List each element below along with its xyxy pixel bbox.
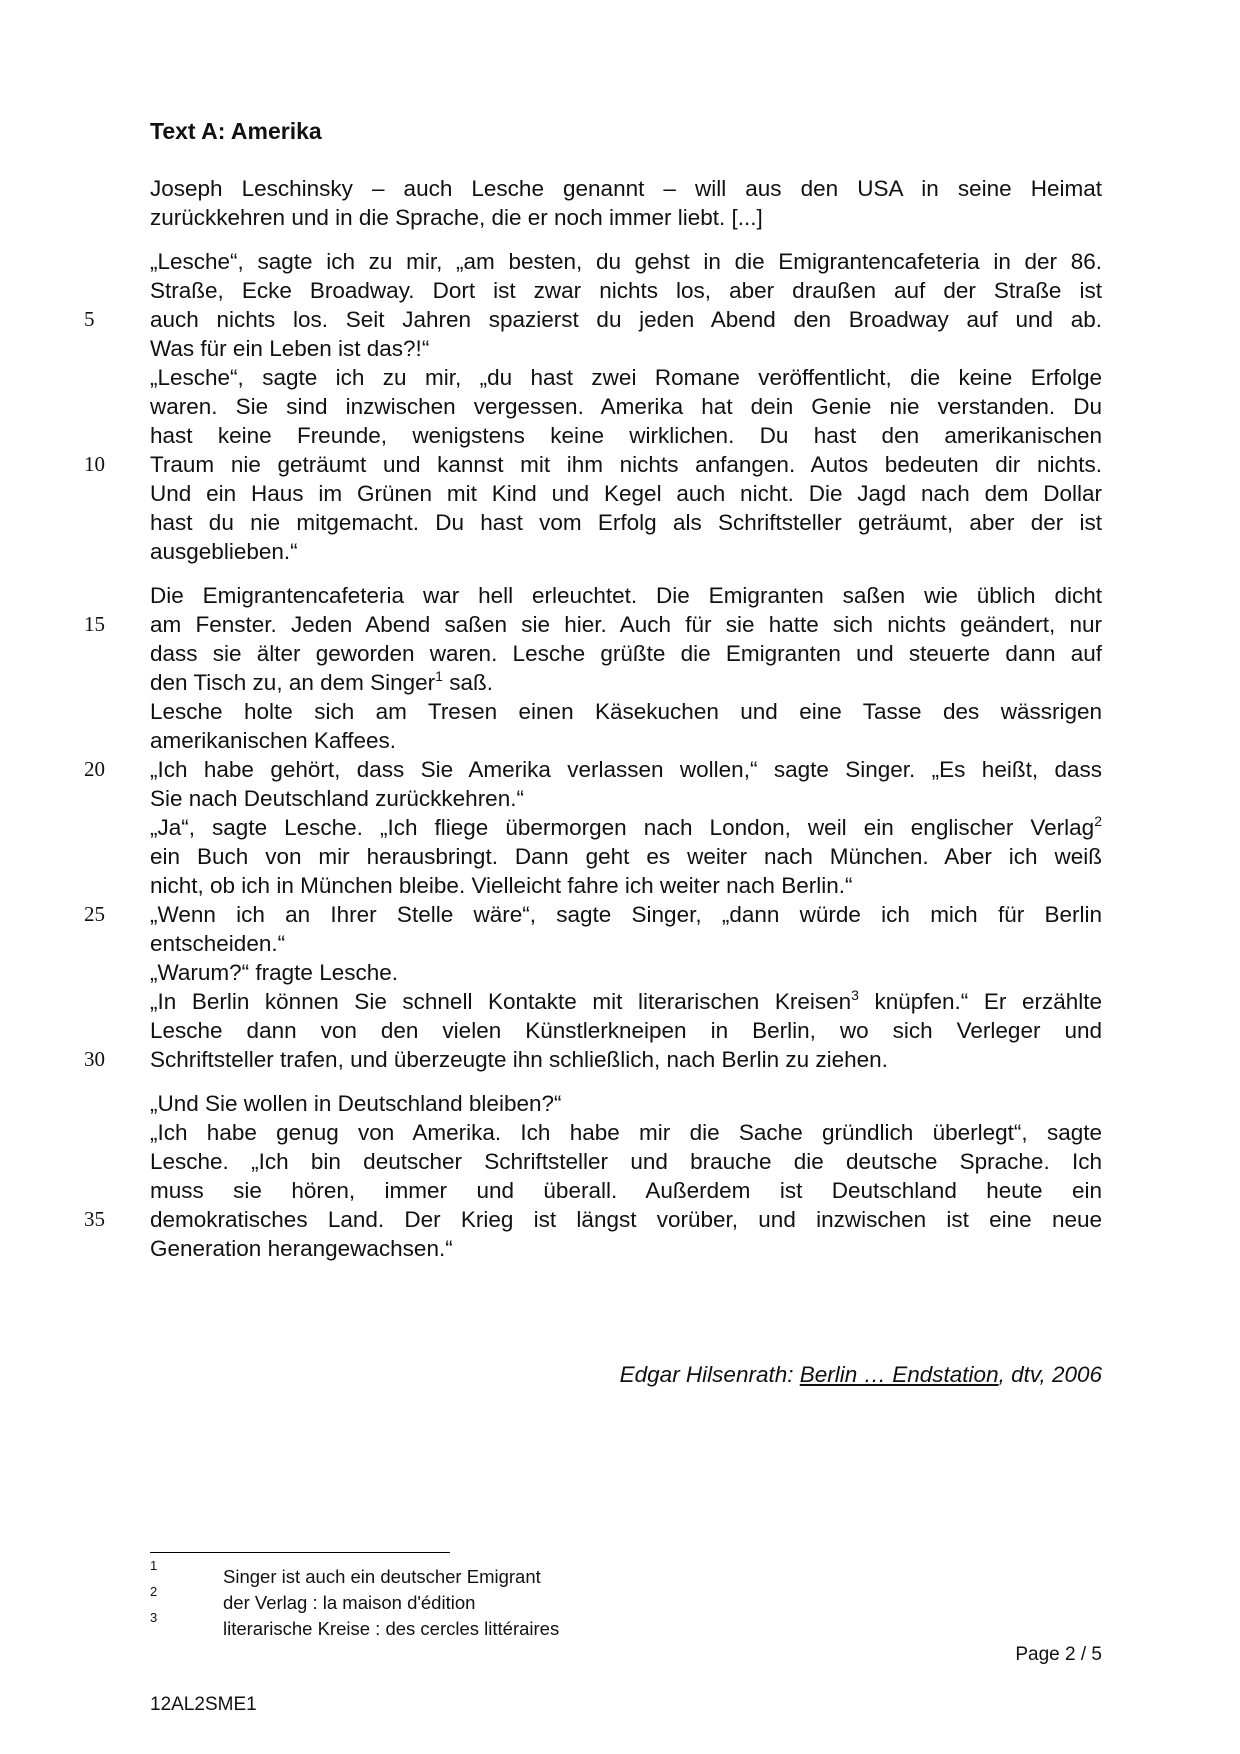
line-number: 5 — [84, 307, 95, 331]
line-text: „Lesche“, sagte ich zu mir, „du hast zwei Romane veröffentlicht, die keine Erfolge — [150, 365, 1102, 390]
source-author: Edgar Hilsenrath: — [619, 1362, 800, 1387]
line-text: hast du nie mitgemacht. Du hast vom Erfolg als Schriftsteller geträumt, aber der ist — [150, 510, 1102, 535]
text-line — [150, 1089, 1102, 1118]
text-line — [150, 871, 1102, 900]
line-text: hast keine Freunde, wenigstens keine wirklichen. Du hast den amerikanischen — [150, 423, 1102, 448]
footnote-reference: 1 — [435, 668, 443, 684]
line-text: Sie nach Deutschland zurückkehren.“ — [150, 786, 524, 811]
text-line — [150, 479, 1102, 508]
line-text: waren. Sie sind inzwischen vergessen. Amerika hat dein Genie nie verstanden. Du — [150, 394, 1102, 419]
text-line — [150, 697, 1102, 726]
text-line — [84, 900, 1102, 929]
line-text: „Warum?“ fragte Lesche. — [150, 960, 399, 985]
text-line — [150, 987, 1102, 1016]
line-text: dass sie älter geworden waren. Lesche grüßte die Emigranten und steuerte dann auf — [150, 641, 1102, 666]
text-line — [150, 784, 1102, 813]
line-text: Die Emigrantencafeteria war hell erleuchtet. Die Emigranten saßen wie üblich dicht — [150, 583, 1102, 608]
text-line — [150, 537, 1102, 566]
text-line — [150, 1016, 1102, 1045]
line-number: 25 — [84, 902, 105, 926]
line-text: „Ich habe genug von Amerika. Ich habe mir die Sache gründlich überlegt“, sagte — [150, 1120, 1102, 1145]
text-line — [84, 1205, 1102, 1234]
text-line — [150, 958, 1102, 987]
line-text: Schriftsteller trafen, und überzeugte ihn schließlich, nach Berlin zu ziehen. — [150, 1047, 888, 1072]
text-line — [84, 610, 1102, 639]
line-text: nicht, ob ich in München bleibe. Vielleicht fahre ich weiter nach Berlin.“ — [150, 873, 853, 898]
paragraph-gap — [150, 232, 1102, 247]
text-line — [150, 174, 1102, 203]
text-line — [150, 1118, 1102, 1147]
text-line — [150, 247, 1102, 276]
line-text: „Und Sie wollen in Deutschland bleiben?“ — [150, 1091, 562, 1116]
line-text-continued: saß. — [442, 670, 493, 695]
line-text: Lesche dann von den vielen Künstlerkneipen in Berlin, wo sich Verleger und — [150, 1018, 1102, 1043]
footnote-mark: 3 — [150, 1610, 158, 1625]
line-text: ein Buch von mir herausbringt. Dann geht es weiter nach München. Aber ich weiß — [150, 844, 1102, 869]
text-line — [150, 392, 1102, 421]
footnote-reference: 3 — [851, 987, 859, 1003]
line-text: Generation herangewachsen.“ — [150, 1236, 453, 1261]
line-number: 20 — [84, 757, 105, 781]
source-work-title: Berlin … Endstation — [799, 1362, 999, 1387]
line-text: „Ja“, sagte Lesche. „Ich fliege übermorgen nach London, weil ein englischer Verlag — [150, 815, 1095, 840]
footnote-reference: 2 — [1094, 813, 1102, 829]
line-text: ausgeblieben.“ — [150, 539, 298, 564]
line-text: Und ein Haus im Grünen mit Kind und Kegel auch nicht. Die Jagd nach dem Dollar — [150, 481, 1102, 506]
source-publisher: , dtv, 2006 — [998, 1362, 1102, 1387]
line-number: 15 — [84, 612, 105, 636]
paragraph-gap — [150, 1074, 1102, 1089]
text-title: Text A: Amerika — [150, 118, 322, 144]
text-line — [150, 581, 1102, 610]
line-text: „Wenn ich an Ihrer Stelle wäre“, sagte Singer, „dann würde ich mich für Berlin — [150, 902, 1102, 927]
text-line — [150, 1147, 1102, 1176]
footnote-text: der Verlag : la maison d'édition — [223, 1592, 476, 1613]
line-text: entscheiden.“ — [150, 931, 286, 956]
line-text: „In Berlin können Sie schnell Kontakte mit literarischen Kreisen — [150, 989, 852, 1014]
text-line — [84, 1045, 1102, 1074]
line-text: auch nichts los. Seit Jahren spazierst du jeden Abend den Broadway auf und ab. — [150, 307, 1102, 332]
line-text: am Fenster. Jeden Abend saßen sie hier. Auch für sie hatte sich nichts geändert, nur — [150, 612, 1102, 637]
page-number: Page 2 / 5 — [1015, 1644, 1102, 1665]
footnote-text: Singer ist auch ein deutscher Emigrant — [223, 1566, 541, 1587]
text-line — [150, 668, 1102, 697]
footnote-divider — [150, 1552, 450, 1553]
line-text: Lesche. „Ich bin deutscher Schriftsteller und brauche die deutsche Sprache. Ich — [150, 1149, 1102, 1174]
line-text: „Ich habe gehört, dass Sie Amerika verlassen wollen,“ sagte Singer. „Es heißt, dass — [150, 757, 1102, 782]
line-text: „Lesche“, sagte ich zu mir, „am besten, du gehst in die Emigrantencafeteria in der 86. — [150, 249, 1102, 274]
text-line — [150, 1234, 1102, 1263]
line-text: Traum nie geträumt und kannst mit ihm nichts anfangen. Autos bedeuten dir nichts. — [150, 452, 1102, 477]
line-text: den Tisch zu, an dem Singer — [150, 670, 436, 695]
line-text: Lesche holte sich am Tresen einen Käsekuchen und eine Tasse des wässrigen — [150, 699, 1102, 724]
line-number: 35 — [84, 1207, 105, 1231]
text-line — [150, 203, 1102, 232]
line-text-continued: knüpfen.“ Er erzählte — [858, 989, 1102, 1014]
main-text — [84, 174, 1102, 1263]
text-line — [150, 929, 1102, 958]
text-line — [84, 450, 1102, 479]
footnote-mark: 2 — [150, 1584, 158, 1599]
text-line — [150, 421, 1102, 450]
text-line — [150, 842, 1102, 871]
text-line — [150, 276, 1102, 305]
text-line — [84, 755, 1102, 784]
text-line — [150, 639, 1102, 668]
line-text: Was für ein Leben ist das?!“ — [150, 336, 430, 361]
source-citation — [620, 1362, 1102, 1388]
text-line — [150, 334, 1102, 363]
paragraph-gap — [150, 566, 1102, 581]
footnote-mark: 1 — [150, 1558, 158, 1573]
text-line — [150, 508, 1102, 537]
text-line — [150, 726, 1102, 755]
line-number: 30 — [84, 1047, 105, 1071]
text-line — [150, 813, 1102, 842]
line-text: Straße, Ecke Broadway. Dort ist zwar nichts los, aber draußen auf der Straße ist — [150, 278, 1102, 303]
line-text: Joseph Leschinsky – auch Lesche genannt – will aus den USA in seine Heimat — [150, 176, 1102, 201]
line-number: 10 — [84, 452, 105, 476]
line-text: demokratisches Land. Der Krieg ist längst vorüber, und inzwischen ist eine neue — [150, 1207, 1102, 1232]
line-text: zurückkehren und in die Sprache, die er noch immer liebt. [...] — [150, 205, 763, 230]
text-line — [150, 1176, 1102, 1205]
line-text: muss sie hören, immer und überall. Außerdem ist Deutschland heute ein — [150, 1178, 1102, 1203]
text-line — [84, 305, 1102, 334]
text-line — [150, 363, 1102, 392]
line-text: amerikanischen Kaffees. — [150, 728, 396, 753]
document-code: 12AL2SME1 — [150, 1694, 257, 1715]
footnote-text: literarische Kreise : des cercles littéraires — [223, 1618, 560, 1639]
